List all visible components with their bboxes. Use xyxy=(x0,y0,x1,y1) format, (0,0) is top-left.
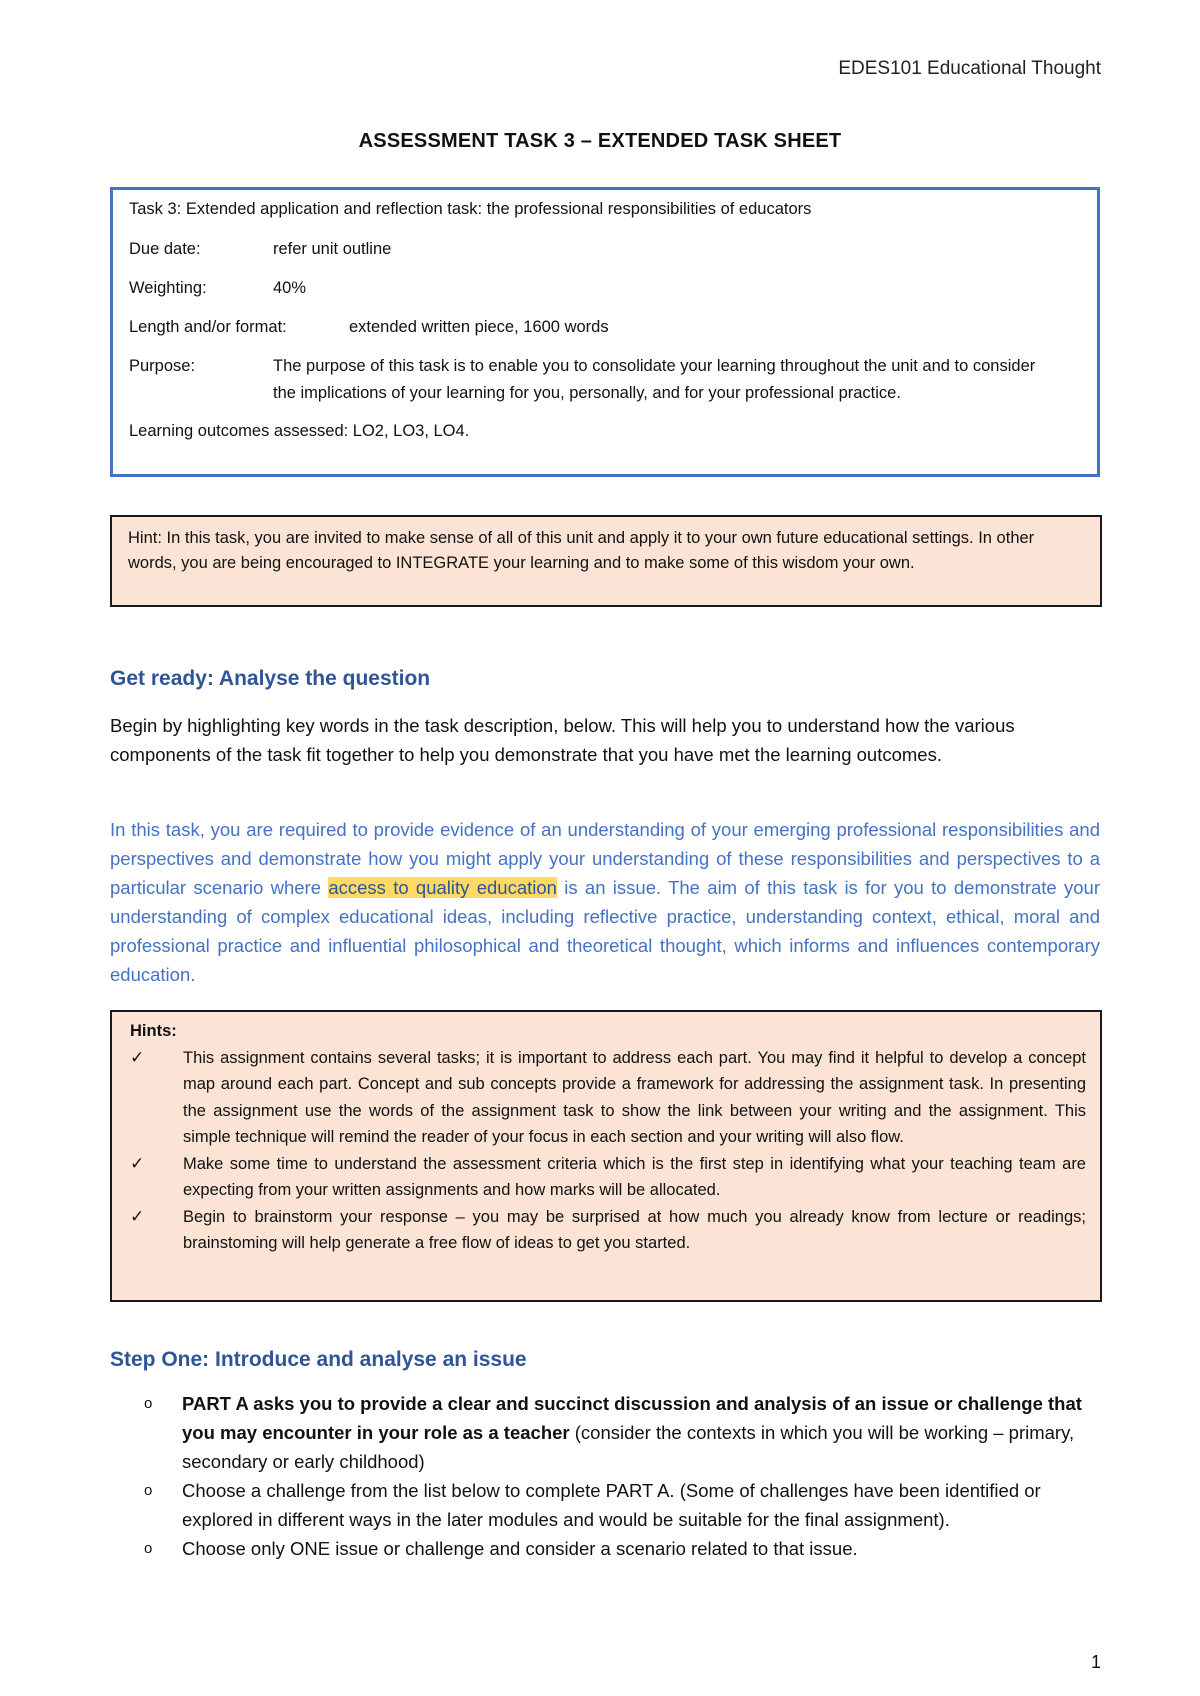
purpose-value: The purpose of this task is to enable you to consolidate your learning throughout the unit and to consider the implications of your learning for you, personally, and for your professional practice. xyxy=(273,357,1036,402)
list-item-bold: PART A asks you to provide a clear and succinct discussion and analysis of an issue or challenge that you may encounter in your role as a teacher xyxy=(182,1393,1082,1443)
hint-item xyxy=(130,1151,1086,1204)
get-ready-heading: Get ready: Analyse the question xyxy=(110,667,431,690)
task-description-start: In this task, you are required to provide evidence of an understanding of your emerging professional responsibilities and perspectives and demonstrate how you might apply your understanding of these responsibilities and perspectives to a particular scenario where xyxy=(110,819,1100,898)
due-date-label: Due date: xyxy=(129,240,201,258)
length-value: extended written piece, 1600 words xyxy=(349,318,609,336)
step-one-heading: Step One: Introduce and analyse an issue xyxy=(110,1348,527,1371)
learning-outcomes: Learning outcomes assessed: LO2, LO3, LO4. xyxy=(129,422,470,440)
running-header: EDES101 Educational Thought xyxy=(838,58,1101,79)
task-line: Task 3: Extended application and reflection task: the professional responsibilities of educators xyxy=(129,200,812,218)
highlighted-phrase: access to quality education xyxy=(328,877,557,898)
hint-item xyxy=(130,1204,1086,1257)
list-item-text: Choose only ONE issue or challenge and consider a scenario related to that issue. xyxy=(182,1538,858,1559)
list-item xyxy=(140,1476,1100,1534)
step-one-list xyxy=(140,1389,1100,1563)
hint-box: Hint: In this task, you are invited to make sense of all of this unit and apply it to your own future educational settings. In other words, you are being encouraged to INTEGRATE your learning and to make some of this wisdom your own. xyxy=(110,515,1102,607)
list-item-rest: (consider the contexts in which you will be working – primary, secondary or early childhood) xyxy=(182,1422,1075,1472)
list-item-text: Choose a challenge from the list below to complete PART A. (Some of challenges have been identified or explored in different ways in the later modules and would be suitable for the final assignment). xyxy=(182,1480,1041,1530)
checkmark-icon: ✓ xyxy=(130,1206,145,1226)
list-item xyxy=(140,1534,1100,1563)
task-description-end: is an issue. The aim of this task is for you to demonstrate your understanding of complex educational ideas, including reflective practice, understanding context, ethical, moral and professional practice and influential philosophical and theoretical thought, which informs and influences contemporary education. xyxy=(110,877,1100,985)
bullet-icon: o xyxy=(144,1395,153,1412)
due-date-value: refer unit outline xyxy=(273,240,392,258)
get-ready-intro: Begin by highlighting key words in the task description, below. This will help you to understand how the various components of the task fit together to help you demonstrate that you have met the learning outcomes. xyxy=(110,715,1015,765)
checkmark-icon: ✓ xyxy=(130,1153,145,1173)
hints-box xyxy=(110,1010,1102,1302)
weighting-label: Weighting: xyxy=(129,279,207,297)
length-label: Length and/or format: xyxy=(129,318,287,336)
list-item xyxy=(140,1389,1100,1476)
task-info-box xyxy=(110,187,1100,477)
hint-item-text: Begin to brainstorm your response – you may be surprised at how much you already know from lecture or readings; brainstoming will help generate a free flow of ideas to get you started. xyxy=(183,1207,1086,1252)
bullet-icon: o xyxy=(144,1482,153,1499)
weighting-value: 40% xyxy=(273,279,307,297)
hint-item xyxy=(130,1045,1086,1151)
page-number: 1 xyxy=(1090,1652,1101,1672)
bullet-icon: o xyxy=(144,1540,153,1557)
task-description xyxy=(110,815,1100,989)
purpose-label: Purpose: xyxy=(129,357,196,375)
checkmark-icon: ✓ xyxy=(130,1047,145,1067)
hints-title: Hints: xyxy=(130,1022,177,1040)
hint-item-text: This assignment contains several tasks; it is important to address each part. You may find it helpful to develop a concept map around each part. Concept and sub concepts provide a framework for addressing the assignment task. In presenting the assignment use the words of the assignment task to show the link between your writing and the assignment. This simple technique will remind the reader of your focus in each section and your writing will also flow. xyxy=(183,1048,1086,1146)
document-title: ASSESSMENT TASK 3 – EXTENDED TASK SHEET xyxy=(358,130,842,152)
hint-item-text: Make some time to understand the assessment criteria which is the first step in identifying what your teaching team are expecting from your written assignments and how marks will be allocated. xyxy=(183,1154,1086,1199)
